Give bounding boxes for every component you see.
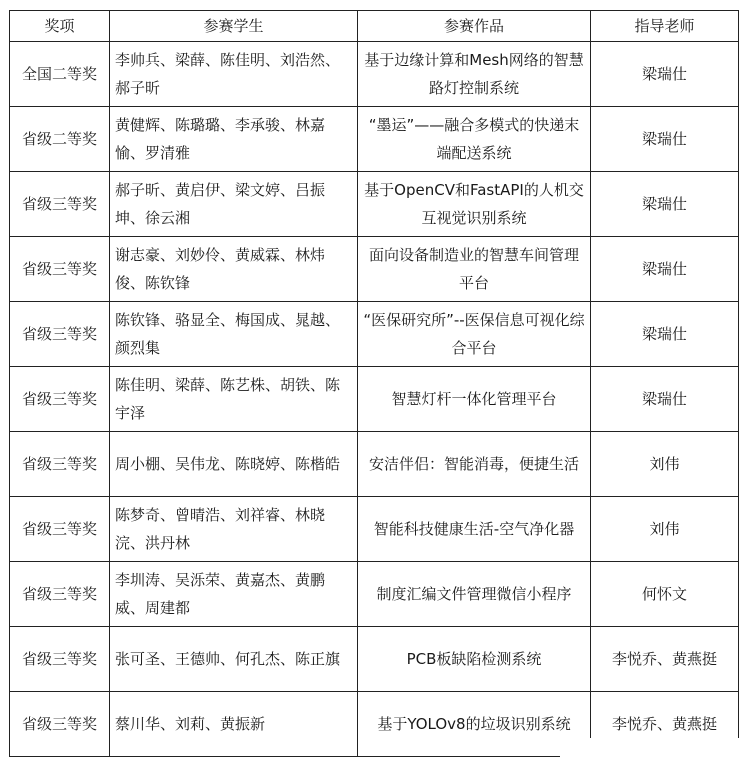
students-cell: 张可圣、王德帅、何孔杰、陈正旗 xyxy=(110,627,358,692)
award-cell: 省级三等奖 xyxy=(10,237,110,302)
students-cell: 谢志豪、刘妙伶、黄威霖、林炜俊、陈钦锋 xyxy=(110,237,358,302)
award-cell: 全国二等奖 xyxy=(10,42,110,107)
students-cell: 李圳涛、吴泺荣、黄嘉杰、黄鹏威、周建都 xyxy=(110,562,358,627)
teacher-cell: 李悦乔、黄燕挺 xyxy=(591,627,739,692)
table-row xyxy=(10,172,739,237)
teacher-cell: 梁瑞仕 xyxy=(591,367,739,432)
award-cell: 省级三等奖 xyxy=(10,367,110,432)
work-cell: 安洁伴侣：智能消毒，便捷生活 xyxy=(358,432,591,497)
work-cell: PCB板缺陷检测系统 xyxy=(358,627,591,692)
teacher-cell: 梁瑞仕 xyxy=(591,42,739,107)
work-cell: 基于边缘计算和Mesh网络的智慧路灯控制系统 xyxy=(358,42,591,107)
teacher-cell: 梁瑞仕 xyxy=(591,107,739,172)
award-cell: 省级二等奖 xyxy=(10,107,110,172)
header-award: 奖项 xyxy=(10,11,110,42)
teacher-cell: 梁瑞仕 xyxy=(591,237,739,302)
table-row xyxy=(10,107,739,172)
award-cell: 省级三等奖 xyxy=(10,497,110,562)
table-body xyxy=(10,42,739,757)
students-cell: 李帅兵、梁薛、陈佳明、刘浩然、郝子昕 xyxy=(110,42,358,107)
work-cell: 基于OpenCV和FastAPI的人机交互视觉识别系统 xyxy=(358,172,591,237)
header-students: 参赛学生 xyxy=(110,11,358,42)
students-cell: 郝子昕、黄启伊、梁文婷、吕振坤、徐云湘 xyxy=(110,172,358,237)
students-cell: 陈钦锋、骆显全、梅国成、晁越、颜烈集 xyxy=(110,302,358,367)
table-row xyxy=(10,562,739,627)
work-cell: “医保研究所”--医保信息可视化综合平台 xyxy=(358,302,591,367)
work-cell: “墨运”——融合多模式的快递末端配送系统 xyxy=(358,107,591,172)
students-cell: 蔡川华、刘莉、黄振新 xyxy=(110,692,358,757)
teacher-cell: 何怀文 xyxy=(591,562,739,627)
bottom-right-blank-area xyxy=(560,738,753,767)
table-row xyxy=(10,497,739,562)
table-header xyxy=(10,11,739,42)
award-cell: 省级三等奖 xyxy=(10,302,110,367)
students-cell: 黄健辉、陈璐璐、李承骏、林嘉愉、罗清雅 xyxy=(110,107,358,172)
teacher-cell: 李悦乔、黄燕挺 xyxy=(591,692,739,757)
work-cell: 基于YOLOv8的垃圾识别系统 xyxy=(358,692,591,757)
table-row xyxy=(10,302,739,367)
table-row xyxy=(10,432,739,497)
award-cell: 省级三等奖 xyxy=(10,692,110,757)
work-cell: 面向设备制造业的智慧车间管理平台 xyxy=(358,237,591,302)
teacher-cell: 刘伟 xyxy=(591,432,739,497)
awards-table xyxy=(9,10,739,757)
students-cell: 陈梦奇、曾晴浩、刘祥睿、林晓浣、洪丹林 xyxy=(110,497,358,562)
table-row xyxy=(10,237,739,302)
award-cell: 省级三等奖 xyxy=(10,627,110,692)
students-cell: 陈佳明、梁薛、陈艺株、胡铁、陈宇泽 xyxy=(110,367,358,432)
header-work: 参赛作品 xyxy=(358,11,591,42)
table-row xyxy=(10,627,739,692)
award-cell: 省级三等奖 xyxy=(10,432,110,497)
students-cell: 周小棚、吴伟龙、陈晓婷、陈楷皓 xyxy=(110,432,358,497)
award-cell: 省级三等奖 xyxy=(10,562,110,627)
work-cell: 智能科技健康生活-空气净化器 xyxy=(358,497,591,562)
teacher-cell: 刘伟 xyxy=(591,497,739,562)
award-cell: 省级三等奖 xyxy=(10,172,110,237)
header-teacher: 指导老师 xyxy=(591,11,739,42)
teacher-cell: 梁瑞仕 xyxy=(591,172,739,237)
table-row xyxy=(10,42,739,107)
work-cell: 智慧灯杆一体化管理平台 xyxy=(358,367,591,432)
header-row xyxy=(10,11,739,42)
table-row xyxy=(10,367,739,432)
work-cell: 制度汇编文件管理微信小程序 xyxy=(358,562,591,627)
teacher-cell: 梁瑞仕 xyxy=(591,302,739,367)
